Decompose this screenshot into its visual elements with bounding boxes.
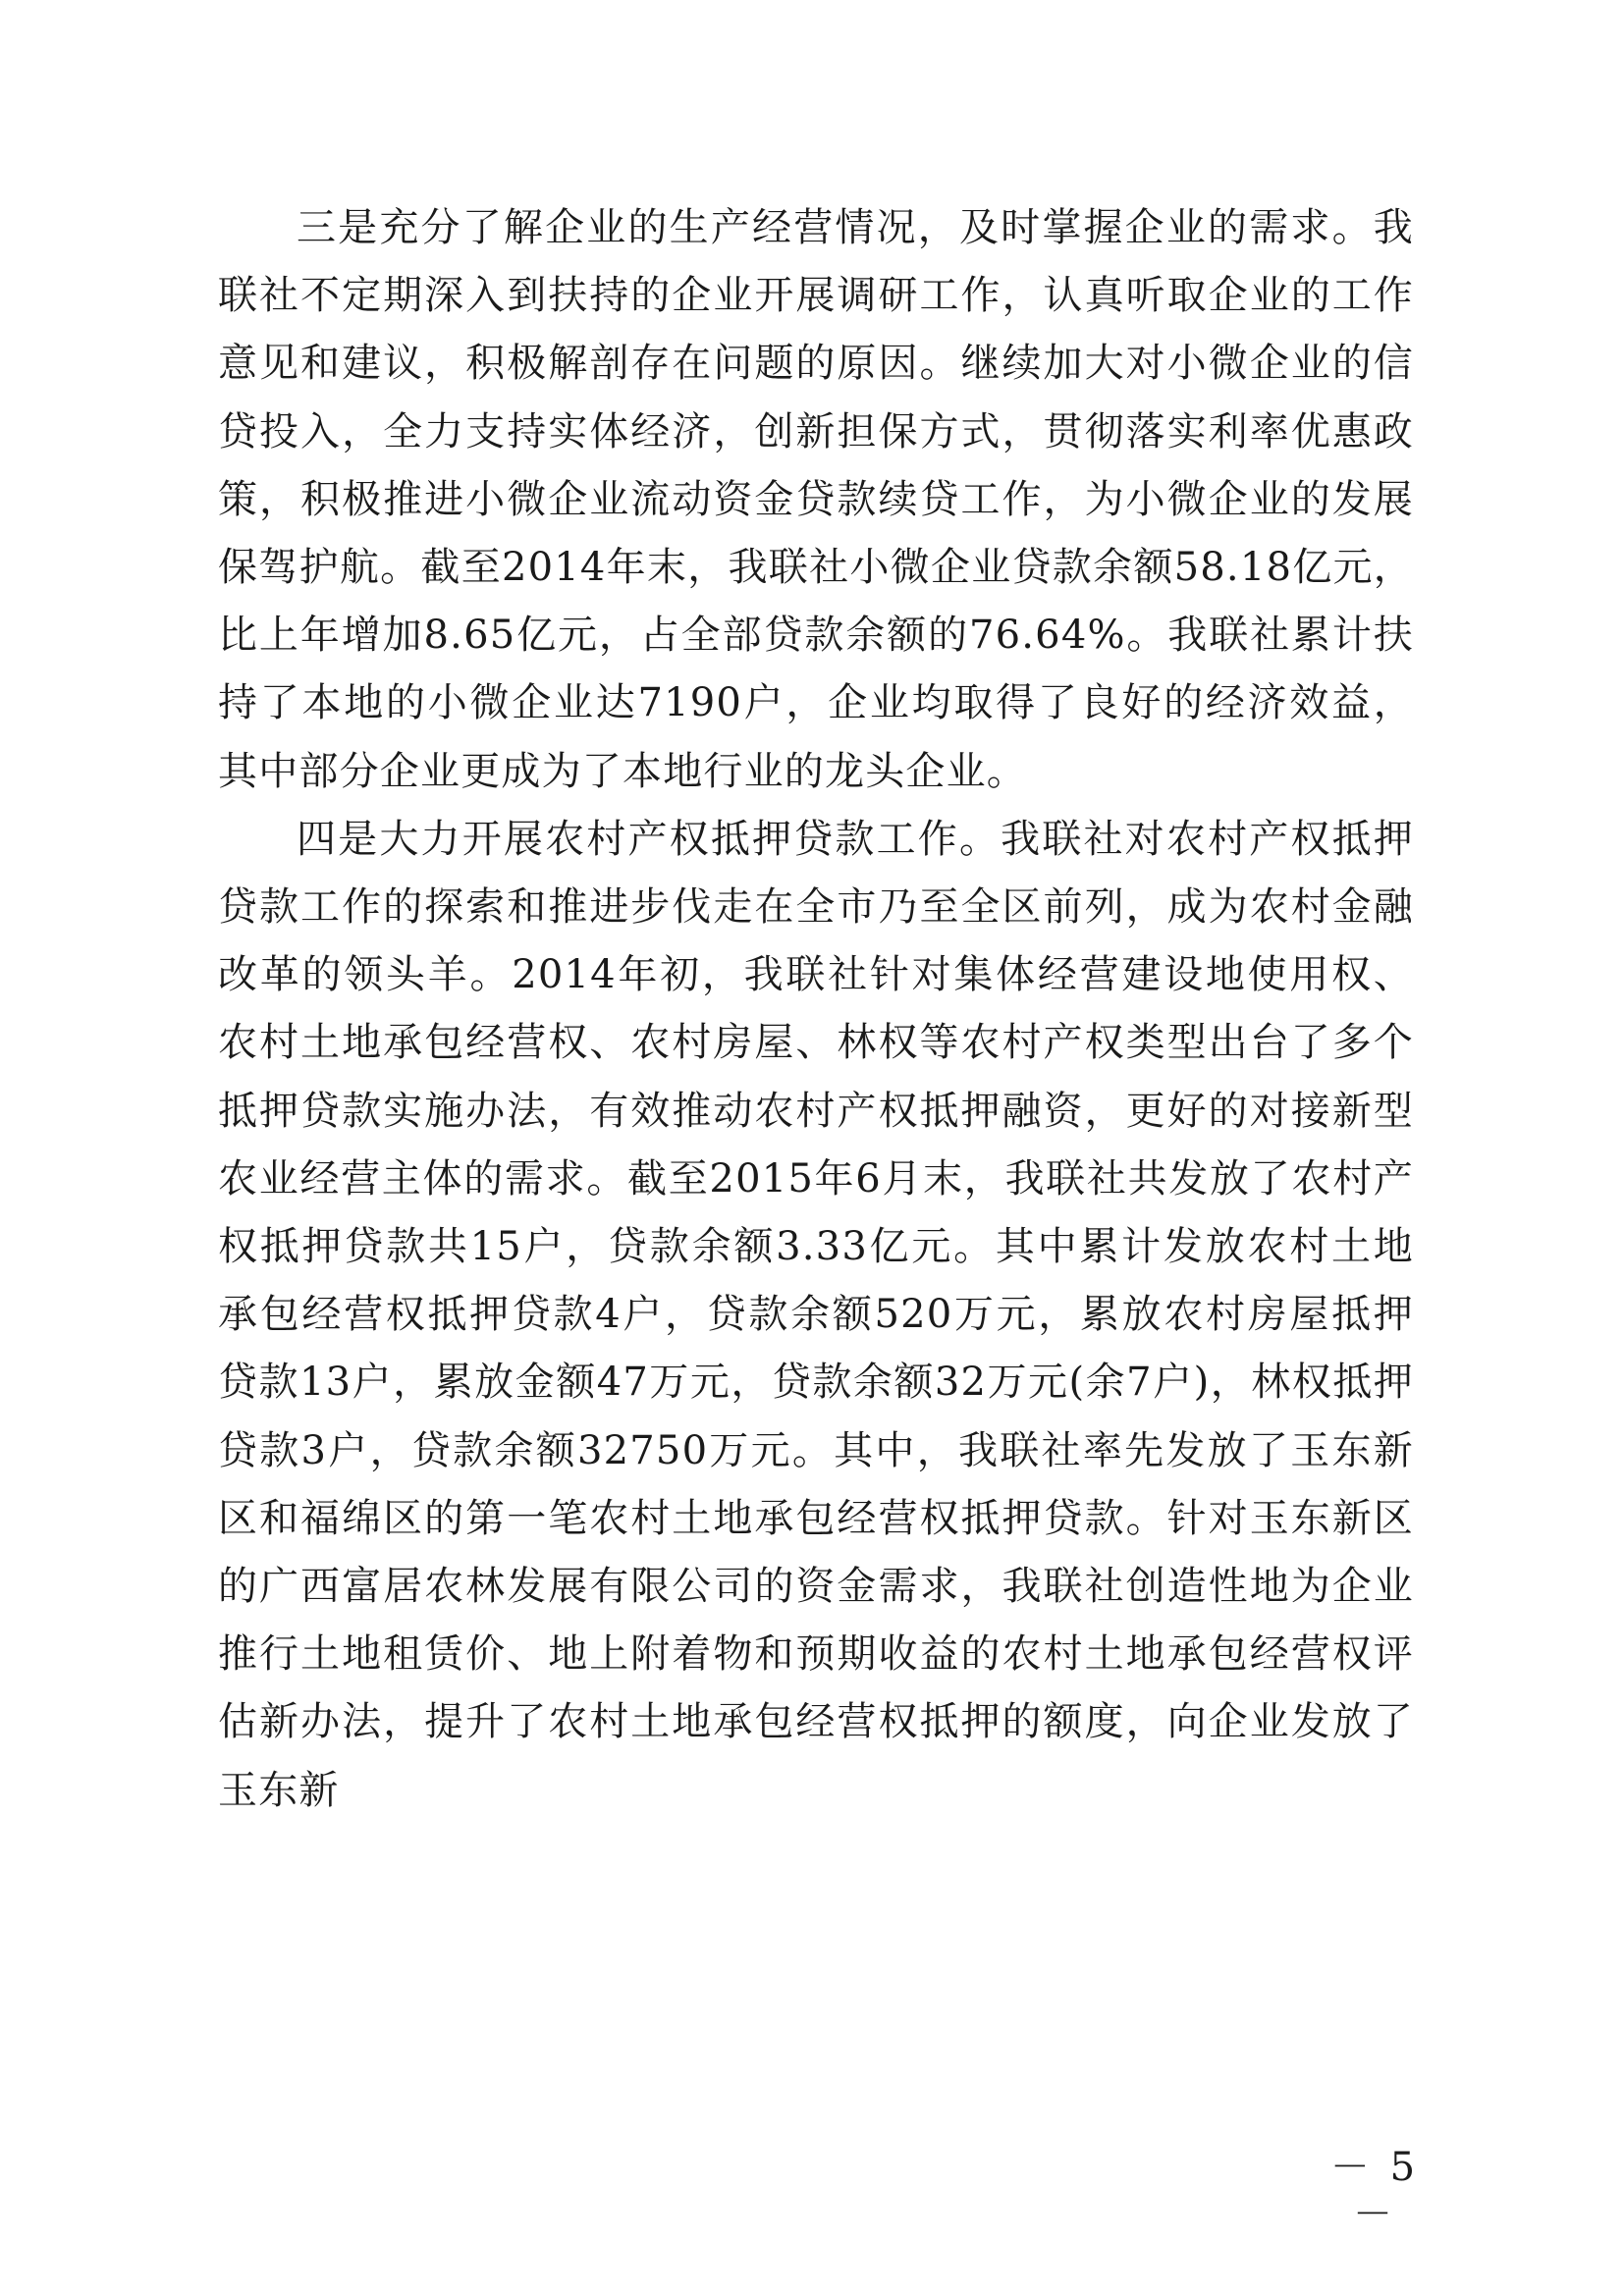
page-number: － 5 － xyxy=(1329,2145,1420,2237)
paragraph-rural-property-loans: 四是大力开展农村产权抵押贷款工作。我联社对农村产权抵押贷款工作的探索和推进步伐走在全市乃至全区前列，成为农村金融改革的领头羊。2014年初，我联社针对集体经营建设地使用权、农村土地承包经营权、农村房屋、林权等农村产权类型出台了多个抵押贷款实施办法，有效推动农村产权抵押融资，更好的对接新型农业经营主体的需求。截至2015年6月末，我联社共发放了农村产权抵押贷款共15户，贷款余额3.33亿元。其中累计发放农村土地承包经营权抵押贷款4户，贷款余额520万元，累放农村房屋抵押贷款13户，累放金额47万元，贷款余额32万元(余7户)，林权抵押贷款3户，贷款余额32750万元。其中，我联社率先发放了玉东新区和福绵区的第一笔农村土地承包经营权抵押贷款。针对玉东新区的广西富居农林发展有限公司的资金需求，我联社创造性地为企业推行土地租赁价、地上附着物和预期收益的农村土地承包经营权评估新办法，提升了农村土地承包经营权抵押的额度，向企业发放了玉东新 xyxy=(218,816,1414,1813)
document-body xyxy=(218,194,1414,1825)
paragraph-micro-enterprise: 三是充分了解企业的生产经营情况，及时掌握企业的需求。我联社不定期深入到扶持的企业开展调研工作，认真听取企业的工作意见和建议，积极解剖存在问题的原因。继续加大对小微企业的信贷投入，全力支持实体经济，创新担保方式，贯彻落实利率优惠政策，积极推进小微企业流动资金贷款续贷工作，为小微企业的发展保驾护航。截至2014年末，我联社小微企业贷款余额58.18亿元，比上年增加8.65亿元，占全部贷款余额的76.64%。我联社累计扶持了本地的小微企业达7190户，企业均取得了良好的经济效益，其中部分企业更成为了本地行业的龙头企业。 xyxy=(218,205,1414,794)
